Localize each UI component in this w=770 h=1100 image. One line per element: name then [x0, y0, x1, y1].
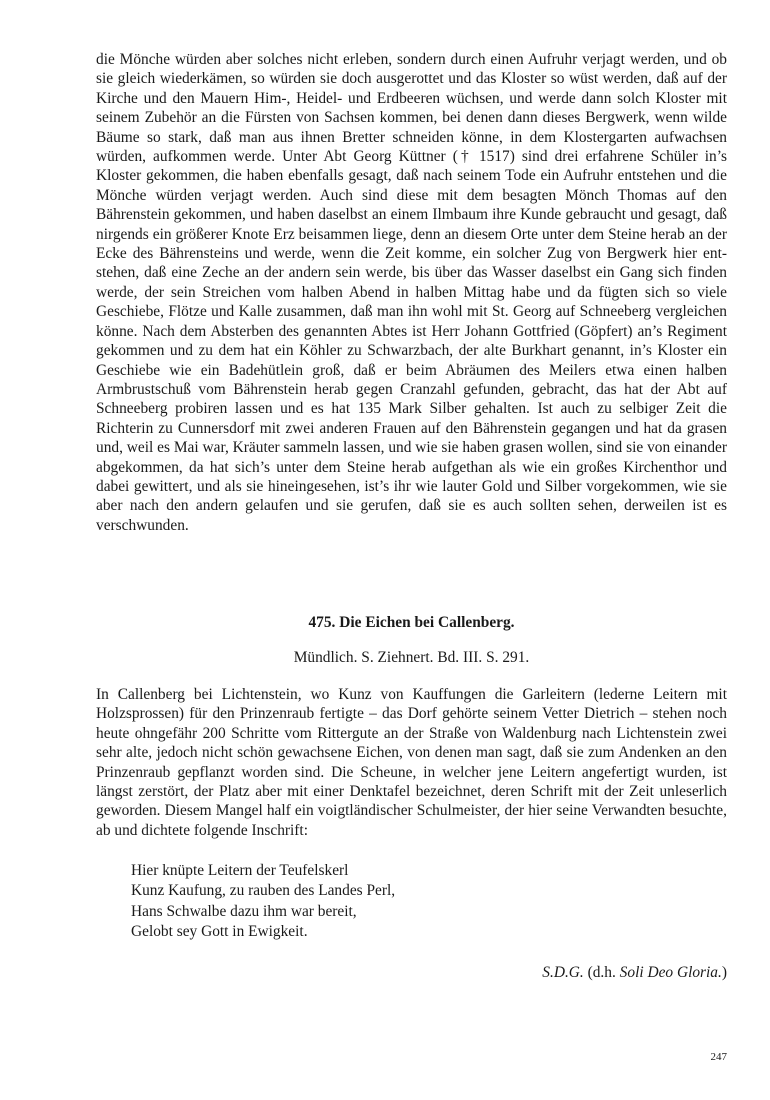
poem-line: Hier knüpte Leitern der Teufelskerl: [131, 862, 349, 879]
signature-line: [542, 963, 727, 982]
paragraph-callenberg: In Callenberg bei Lichtenstein, wo Kunz von Kauffungen die Garleitern (lederne Leitern mit Holzsprossen) für den Prinzenraub fertigte – das Dorf gehörte seinem Vetter Dietrich – stehen noch heute ohngefähr 200 Schritte vom Rittergute an der Straße von Waldenburg nach Lichtenstein zwei sehr alte, jedoch nicht schön gewachsene Eichen, von denen man sagt, daß sie zum Andenken an den Prinzenraub gepflanzt worden sind. Die Scheune, in welcher jene Leitern angefertigt wurden, ist längst zerstört, der Platz aber mit einer Denktafel bezeichnet, deren Schrift mit der Zeit unleserlich geworden. Diesem Mangel half ein voigtländischer Schulmeister, der hier seine Verwandten besuchte, ab und dichtete folgende Inschrift:: [96, 686, 727, 839]
inscription-poem: [131, 861, 395, 943]
poem-line: Gelobt sey Gott in Ewigkeit.: [131, 923, 308, 941]
page-number: 247: [710, 1051, 727, 1063]
poem-line: Hans Schwalbe dazu ihm war bereit,: [131, 902, 357, 920]
poem-line: Kunz Kaufung, zu rauben des Landes Perl,: [131, 882, 396, 900]
signature-close: ): [721, 964, 727, 981]
signature-open: (d.h.: [583, 964, 620, 981]
section-heading: 475. Die Eichen bei Callenberg.: [308, 614, 515, 631]
signature-latin: Soli Deo Gloria.: [619, 964, 722, 981]
paragraph-continued: die Mönche würden aber solches nicht erleben, sondern durch einen Aufruhr verjagt werden, und ob sie gleich wiederkämen, so würden sie doch ausgerottet und das Kloster so wüst werden, daß auf der Kirche und den Mauern Him-, Heidel- und Erdbeeren wüchsen, und werde dann solch Kloster mit seinem Zubehör an die Fürsten von Sachsen kommen, bei denen dann dieses Bergwerk, wenn wilde Bäume so stark, daß man aus ihnen Bretter schneiden könne, in dem Klostergarten aufwachsen würden, aufkommen werde. Unter Abt Georg Küttner († 1517) sind drei erfahrene Schüler in’s Kloster gekommen, die haben ebenfalls gesagt, daß nach seinem Tode ein Aufruhr entstehen und die Mönche würden verjagt werden. Auch sind diese mit dem besagten Mönch Thomas auf den Bährenstein gekommen, und haben daselbst an einem Ilmbaum ihre Kunde gebraucht und gesagt, daß nirgends ein größerer Knote Erz beisammen liege, denn an diesem Orte unter dem Steine herab an der Ecke des Bährensteins und werde, wenn die Zeit komme, ein solcher Zug von Bergwerk hier entstehen, daß eine Zeche an der andern sein werde, bis über das Wasser daselbst ein Gang sich finden werde, der sein Streichen vom halben Abend in halben Mittag habe und da fügten sich so viele Geschiebe, Flötze und Kalle zusammen, daß man ihn wohl mit St. Georg auf Schneeberg vergleichen könne. Nach dem Absterben des genannten Abtes ist Herr Johann Gottfried (Göpfert) an’s Regiment gekommen und zu dem hat ein Köhler zu Schwarzbach, der alte Burkhart genannt, in’s Kloster ein Geschiebe wie ein Badehütlein groß, daß er beim Abräumen des Meilers etwa einen halben Armbrustschuß vom Bährenstein herab gegen Cranzahl gefunden, gebracht, das hat der Abt auf Schneeberg probiren lassen und es hat 135 Mark Silber gehalten. Ist auch zu selbiger Zeit die Richterin zu Cunnersdorf mit zwei anderen Frauen auf den Bährenstein gegangen und hat da grasen und, weil es Mai war, Kräuter sammeln lassen, und wie sie haben grasen wollen, sind sie von einander abgekommen, da hat sich’s unter dem Steine herab aufgethan als wie ein großes Kirchenthor und dabei gewittert, und als sie hineingesehen, ist’s ihr wie lauter Gold und Silber vorgekommen, wie sie aber nach den andern gelaufen und sie gerufen, daß sie es auch sollten sehen, derweilen ist es verschwunden.: [96, 51, 727, 534]
signature-abbr: S.D.G.: [542, 964, 584, 981]
source-citation: Mündlich. S. Ziehnert. Bd. III. S. 291.: [293, 649, 530, 666]
